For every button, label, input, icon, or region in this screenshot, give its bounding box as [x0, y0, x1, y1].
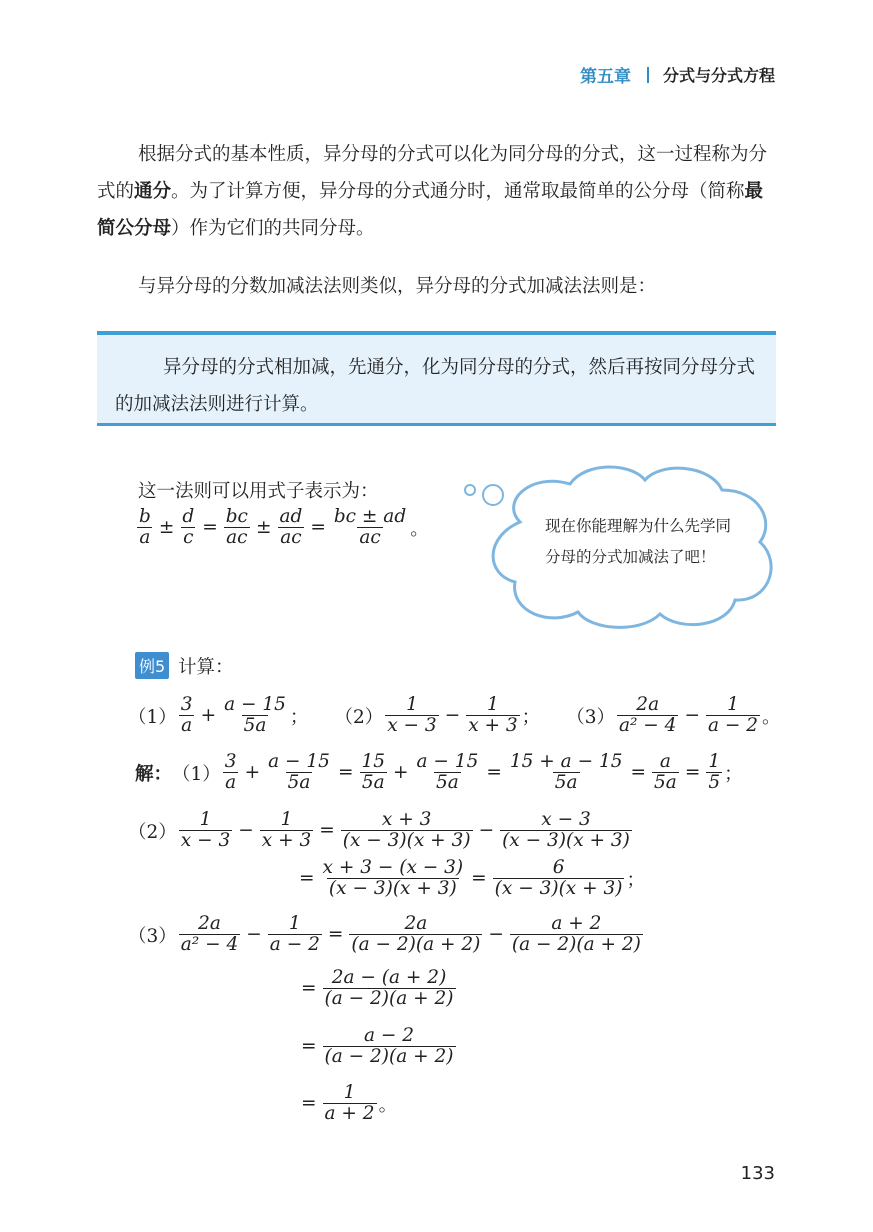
fraction: $\frac{x - 3}{(x - 3)(x + 3)}$: [502, 809, 630, 851]
fraction: $\frac{a + 2}{(a - 2)(a + 2)}$: [511, 913, 641, 955]
fraction: $\frac{15}{5a}$: [361, 751, 385, 793]
fraction: $\frac{3}{a}$: [224, 751, 237, 793]
fraction: $\frac{b}{a}$: [139, 506, 151, 548]
paragraph-common-denominator: [97, 136, 777, 247]
solution-2-line-1: （2） $\frac{1}{x - 3}$ − $\frac{1}{x + 3}$ = $\frac{x + 3}{(x - 3)(x + 3)}$ − $\frac{x - 3}{(x - 3)(x + 3)}$: [128, 809, 630, 851]
fraction: $\frac{x + 3 - (x - 3)}{(x - 3)(x + 3)}$: [322, 857, 464, 899]
rule-text: 异分母的分式相加减，先通分，化为同分母的分式，然后再按同分母分式的加减法法则进行计算。: [115, 357, 756, 415]
solution-2-line-2: = $\frac{x + 3 - (x - 3)}{(x - 3)(x + 3)}$ = $\frac{6}{(x - 3)(x + 3)}$ ；: [299, 857, 645, 899]
para1-text-c: ）作为它们的共同分母。: [171, 218, 375, 239]
fraction: $\frac{a - 15}{5a}$: [416, 751, 479, 793]
fraction: $\frac{1}{5}$: [708, 751, 721, 793]
fraction: $\frac{2a}{(a - 2)(a + 2)}$: [351, 913, 481, 955]
solution-3-line-4: = $\frac{1}{a + 2}$ 。: [301, 1082, 398, 1124]
fraction: $\frac{a}{5a}$: [654, 751, 677, 793]
fraction: $\frac{x + 3}{(x - 3)(x + 3)}$: [342, 809, 471, 851]
fraction: $\frac{d}{c}$: [182, 506, 195, 548]
solution-3-line-3: = $\frac{a - 2}{(a - 2)(a + 2)}$: [301, 1025, 454, 1067]
fraction: $\frac{a - 15}{5a}$: [268, 751, 330, 793]
fraction: $\frac{2a - (a + 2)}{(a - 2)(a + 2)}$: [324, 967, 454, 1009]
solution-1: 解： （1） $\frac{3}{a}$ + $\frac{a - 15}{5a}$ = $\frac{15}{5a}$ + $\frac{a - 15}{5a}$ = $\frac{15 + a - 15}{5a}$ = $\frac{a}{5a}$ = $\frac{1}{5}$ ；: [135, 751, 743, 793]
page-number: 133: [740, 1163, 775, 1184]
fraction: $\frac{bc \pm ad}{ac}$: [333, 506, 407, 548]
chapter-label: 第五章: [579, 67, 631, 87]
thought-text: 现在你能理解为什么先学同分母的分式加减法了吧！: [545, 517, 732, 566]
fraction: $\frac{1}{x - 3}$: [180, 809, 231, 851]
solution-3-line-2: = $\frac{2a - (a + 2)}{(a - 2)(a + 2)}$: [301, 967, 454, 1009]
fraction: $\frac{1}{a - 2}$: [269, 913, 320, 955]
problem-list: （1） $\frac{3}{a}$ + $\frac{a - 15}{5a}$ ； （2） $\frac{1}{x - 3}$ − $\frac{1}{x + 3}$ ； （3） $\frac{2a}{\text{a² − 4}}$ − $\frac{1}{a - 2}$ 。: [128, 694, 781, 736]
fraction: $\frac{2a}{\text{a² − 4}}$: [180, 913, 239, 955]
fraction: $\frac{2a}{\text{a² − 4}}$: [618, 694, 677, 736]
fraction: $\frac{1}{x + 3}$: [261, 809, 312, 851]
fraction: $\frac{a - 2}{(a - 2)(a + 2)}$: [324, 1025, 454, 1067]
para1-text-a: 根据分式的基本性质，异分母的分式可以化为同分母的分式，这一过程称为分式的: [97, 144, 768, 202]
para1-text-b: 。为了计算方便，异分母的分式通分时，通常取最简单的公分母（简称: [171, 181, 745, 202]
term-lcd: 最简公分母: [97, 181, 764, 239]
header-divider: [647, 67, 649, 83]
rule-box: [97, 331, 776, 426]
fraction: $\frac{1}{x - 3}$: [387, 694, 437, 736]
term-tongfen: 通分: [134, 181, 172, 202]
fraction: $\frac{6}{(x - 3)(x + 3)}$: [494, 857, 623, 899]
example-title: 计算：: [178, 657, 234, 678]
fraction: $\frac{1}{x + 3}$: [468, 694, 518, 736]
general-formula: $\frac{b}{a}$ ± $\frac{d}{c}$ = $\frac{bc}{ac}$ ± $\frac{ad}{ac}$ = $\frac{bc \pm ad}{ac}$ 。: [139, 506, 429, 548]
fraction: $\frac{1}{a + 2}$: [324, 1082, 375, 1124]
fraction: $\frac{1}{a - 2}$: [707, 694, 759, 736]
solution-3-line-1: （3） $\frac{2a}{\text{a² − 4}}$ − $\frac{1}{a - 2}$ = $\frac{2a}{(a - 2)(a + 2)}$ − $\frac{a + 2}{(a - 2)(a + 2)}$: [128, 913, 641, 955]
fraction: $\frac{15 + a - 15}{5a}$: [509, 751, 623, 793]
paragraph-rule-intro: 与异分母的分数加减法法则类似，异分母的分式加减法法则是：: [138, 276, 657, 297]
fraction: $\frac{a - 15}{5a}$: [224, 694, 286, 736]
fraction: $\frac{bc}{ac}$: [225, 506, 248, 548]
fraction: $\frac{3}{a}$: [180, 694, 193, 736]
fraction: $\frac{ad}{ac}$: [279, 506, 303, 548]
example-badge: 例5: [135, 652, 169, 679]
running-header: [580, 62, 775, 87]
formula-intro: 这一法则可以用式子表示为：: [138, 481, 379, 502]
chapter-title: 分式与分式方程: [662, 66, 775, 85]
